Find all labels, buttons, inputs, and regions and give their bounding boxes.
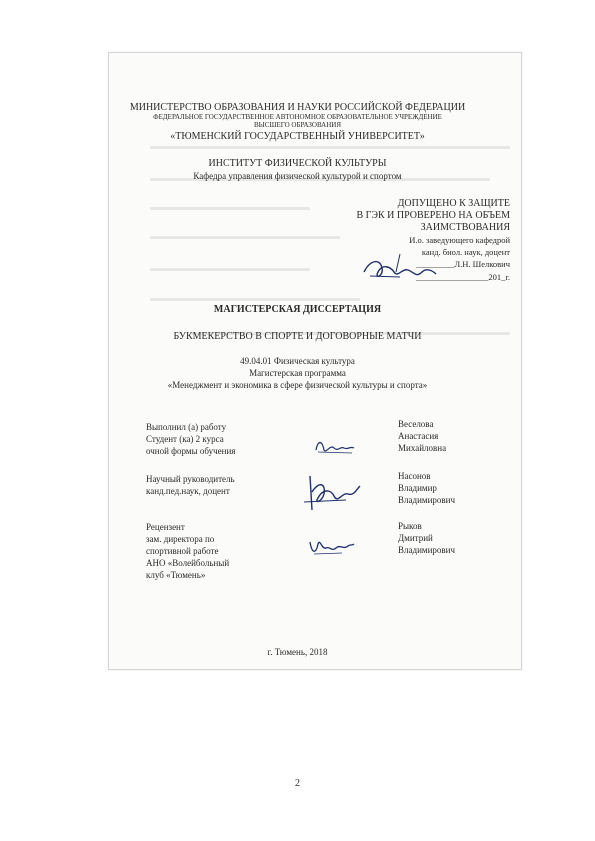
page-number: 2 [295,778,300,789]
author-name-line: Анастасия [398,431,439,441]
program-name: «Менеджмент и экономика в сфере физической культуры и спорта» [167,380,428,390]
reviewer-signature [306,534,358,560]
bleed-through-line [150,268,310,271]
bleed-through-line [150,298,360,301]
university-name: «ТЮМЕНСКИЙ ГОСУДАРСТВЕННЫЙ УНИВЕРСИТЕТ» [170,131,425,142]
author-signature [312,436,358,458]
author-role-line: Студент (ка) 2 курса [146,434,224,444]
reviewer-role-line: клуб «Тюмень» [146,570,206,580]
reviewer-name-line: Владимирович [398,545,455,555]
thesis-type: МАГИСТЕРСКАЯ ДИССЕРТАЦИЯ [213,304,382,315]
supervisor-role-line: Научный руководитель [146,474,235,484]
approval-degree: канд. биол. наук, доцент [421,247,510,257]
supervisor-name-line: Насонов [398,471,431,481]
reviewer-role-line: АНО «Волейбольный [146,558,230,568]
institution-line: ВЫСШЕГО ОБРАЗОВАНИЯ [253,121,342,129]
author-name-line: Михайловна [398,443,447,453]
approval-position: И.о. заведующего кафедрой [409,235,510,245]
author-role-line: Выполнил (а) работу [146,422,227,432]
reviewer-name-line: Рыков [398,521,422,531]
supervisor-signature [300,472,364,518]
author-name-line: Веселова [398,419,434,429]
bleed-through-line [150,207,310,210]
bleed-through-line [150,146,510,149]
head-of-department-signature [360,250,460,286]
specialty-code: 49.04.01 Физическая культура [240,356,355,366]
reviewer-role-line: зам. директора по [146,534,215,544]
supervisor-role-line: канд.пед.наук, доцент [146,486,230,496]
approval-line: В ГЭК И ПРОВЕРЕНО НА ОБЪЕМ [356,210,510,221]
program-label: Магистерская программа [249,368,346,378]
reviewer-role-line: спортивной работе [146,546,219,556]
city-year: г. Тюмень, 2018 [267,647,328,657]
thesis-title: БУКМЕКЕРСТВО В СПОРТЕ И ДОГОВОРНЫЕ МАТЧИ [173,331,422,342]
approval-signature-line: _________Л.Н. Шелкович [416,259,510,269]
author-role-line: очной формы обучения [146,446,236,456]
supervisor-name-line: Владимирович [398,495,455,505]
bleed-through-line [150,236,340,239]
reviewer-name-line: Дмитрий [398,533,433,543]
department-name: Кафедра управления физической культурой и спортом [193,171,402,181]
approval-line: ЗАИМСТВОВАНИЯ [420,222,510,233]
institute-name: ИНСТИТУТ ФИЗИЧЕСКОЙ КУЛЬТУРЫ [208,158,387,169]
supervisor-name-line: Владимир [398,483,437,493]
approval-line: ДОПУЩЕНО К ЗАЩИТЕ [397,198,510,209]
ministry-heading: МИНИСТЕРСТВО ОБРАЗОВАНИЯ И НАУКИ РОССИЙСКОЙ ФЕДЕРАЦИИ [129,102,466,113]
approval-date-line: _________________201_г. [416,272,510,282]
reviewer-role-line: Рецензент [146,522,185,532]
institution-line: ФЕДЕРАЛЬНОЕ ГОСУДАРСТВЕННОЕ АВТОНОМНОЕ ОБРАЗОВАТЕЛЬНОЕ УЧРЕЖДЕНИЕ [153,113,442,121]
